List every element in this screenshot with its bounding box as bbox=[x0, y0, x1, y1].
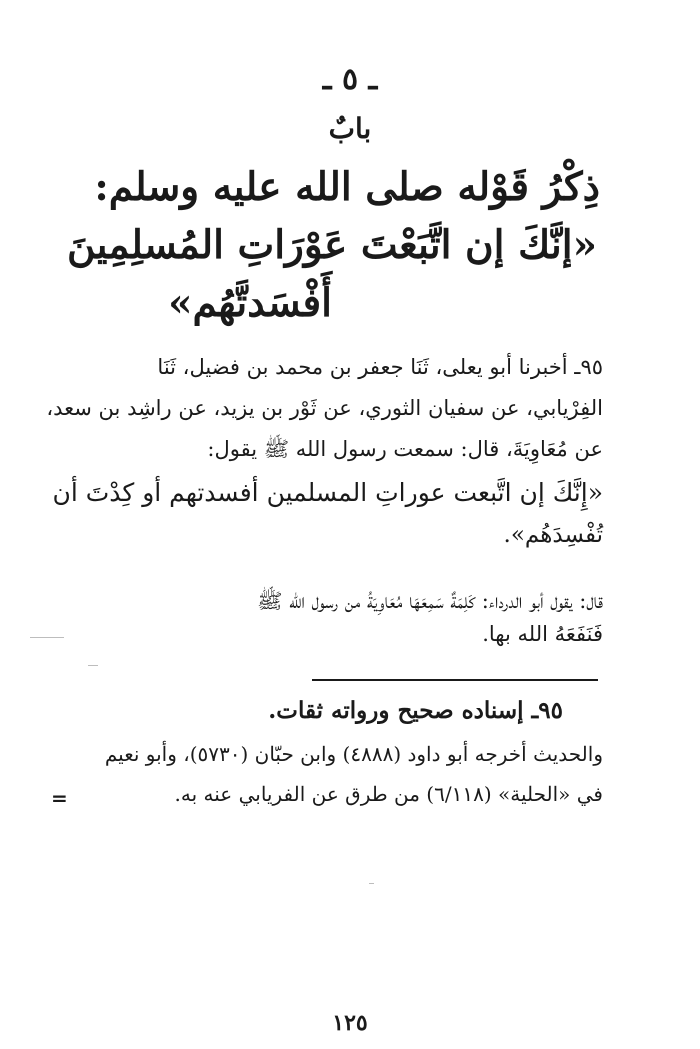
footnote-heading: ٩٥ـ إسناده صحيح ورواته ثقات. bbox=[268, 697, 563, 724]
hadith-text-line: ٩٥ـ أخبرنا أبو يعلى، ثَنَا جعفر بن محمد بن فضيل، ثَنَا bbox=[157, 355, 603, 379]
hadith-text-line: قال: يقول أبو الدرداء: كَلِمَةٌ سَمِعَهَا مُعَاوِيَةُ من رسول الله ﷺ bbox=[257, 589, 603, 613]
footnote-line: والحديث أخرجه أبو داود (٤٨٨٨) وابن حبّان (٥٧٣٠)، وأبو نعيم bbox=[104, 742, 603, 766]
scan-speck bbox=[88, 665, 98, 666]
scan-speck bbox=[30, 637, 64, 638]
hadith-text-line: «إِنَّكَ إن اتَّبعت عوراتِ المسلمين أفسدتهم أو كِدْتَ أن bbox=[52, 478, 603, 507]
chapter-title-line-2: «إنَّكَ إن اتَّبَعْتَ عَوْرَاتِ المُسلِمِينَ bbox=[66, 222, 597, 268]
footnote-divider bbox=[312, 679, 598, 681]
hadith-text-line: فَنَفَعَهُ الله بها. bbox=[482, 622, 603, 646]
chapter-title-line-3: أَفْسَدتَّهُم» bbox=[168, 280, 332, 326]
chapter-label: بابٌ bbox=[328, 112, 372, 145]
hadith-text-line: الفِرْيابي، عن سفيان الثوري، عن ثَوْر بن يزيد، عن راشِد بن سعد، bbox=[46, 396, 603, 420]
continuation-mark: = bbox=[51, 786, 68, 810]
footnote-line: في «الحلية» (٦/١١٨) من طرق عن الفريابي عنه به. bbox=[174, 782, 603, 806]
chapter-number: ـ ٥ ـ bbox=[322, 62, 378, 97]
chapter-title-line-1: ذِكْرُ قَوْله صلى الله عليه وسلم: bbox=[94, 164, 600, 210]
scan-speck bbox=[369, 883, 374, 884]
hadith-text-line: عن مُعَاوِيَةَ، قال: سمعت رسول الله ﷺ يقول: bbox=[207, 437, 603, 461]
page-number: ١٢٥ bbox=[332, 1010, 368, 1036]
hadith-text-line: تُفْسِدَهُم». bbox=[503, 522, 603, 548]
